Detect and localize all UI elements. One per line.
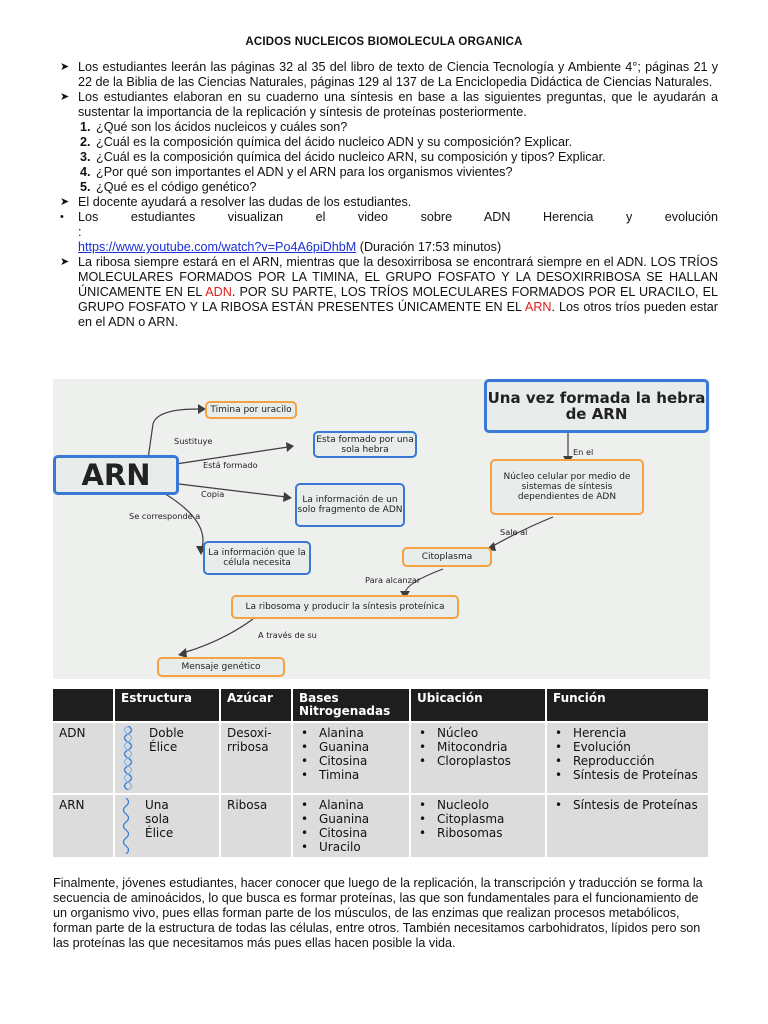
connector-a-traves xyxy=(183,619,253,653)
video-link[interactable]: https://www.youtube.com/watch?v=Po4A6piDhbM xyxy=(78,240,357,254)
instructions-list xyxy=(60,60,718,330)
location-cell: • Nucleolo • Citoplasma • Ribosomas xyxy=(410,794,546,857)
label-esta-formado: Está formado xyxy=(203,460,258,470)
arrow-bullet-icon: ➤ xyxy=(60,91,70,103)
bullet-reading xyxy=(60,60,718,90)
label-en-el: En el xyxy=(573,447,594,457)
table-header-cell: Azúcar xyxy=(220,689,292,722)
bullet-text: El docente ayudará a resolver las dudas de los estudiantes. xyxy=(78,195,412,209)
bullet-synthesis xyxy=(60,90,718,120)
bullet-text: Los estudiantes leerán las páginas 32 al 35 del libro de texto de Ciencia Tecnología y Ambiente 4°; páginas 21 y 22 de la Biblia de las Ciencias Naturales, páginas 129 al 137 de La Enciclopedia Didáctica de Ciencias Naturales. xyxy=(78,60,718,89)
question-item: 2. ¿Cuál es la composición química del ácido nucleico ADN y su composición? Explicar. xyxy=(80,135,572,149)
arrow-head-icon xyxy=(286,442,294,452)
table-header-row xyxy=(53,689,709,722)
function-cell: • Herencia • Evolución • Reproducción • Síntesis de Proteínas xyxy=(546,722,709,794)
video-duration: (Duración 17:53 minutos) xyxy=(356,240,502,254)
label-copia: Copia xyxy=(201,489,225,499)
question-item: 4. ¿Por qué son importantes el ADN y el ARN para los organismos vivientes? xyxy=(80,165,513,179)
structure-cell: Doble Élice xyxy=(114,722,220,794)
table-header-cell xyxy=(53,689,114,722)
una-vez-node: Una vez formada la hebra de ARN xyxy=(484,379,709,433)
page-title: ACIDOS NUCLEICOS BIOMOLECULA ORGANICA xyxy=(245,36,523,48)
comparison-table xyxy=(53,689,710,857)
arrow-bullet-icon: ➤ xyxy=(60,256,70,268)
arrow-bullet-icon: ➤ xyxy=(60,196,70,208)
sugar-cell: Desoxi-rribosa xyxy=(220,722,292,794)
table-header-cell: Bases Nitrogenadas xyxy=(292,689,410,722)
table-row xyxy=(53,794,709,857)
citoplasma-node: Citoplasma xyxy=(402,547,492,567)
celula-node: La información que la célula necesita xyxy=(203,541,311,575)
sugar-cell: Ribosa xyxy=(220,794,292,857)
bullet-text: Los estudiantes visualizan el video sobre ADN Herencia y evolución : xyxy=(78,210,718,239)
double-helix-icon xyxy=(121,726,135,790)
question-item: 3. ¿Cuál es la composición química del ácido nucleico ARN, su composición y tipos? Explicar. xyxy=(80,150,606,164)
table-row xyxy=(53,722,709,794)
arn-node: ARN xyxy=(53,455,179,495)
table-header-cell: Ubicación xyxy=(410,689,546,722)
adn-highlight: ADN xyxy=(205,285,232,299)
question-item: 1. ¿Qué son los ácidos nucleicos y cuáles son? xyxy=(80,120,348,134)
label-sale-al: Sale al xyxy=(500,527,528,537)
row-name: ARN xyxy=(53,794,114,857)
arrow-bullet-icon: ➤ xyxy=(60,61,70,73)
arrow-bullet-icon: • xyxy=(60,211,64,223)
location-cell: • Núcleo • Mitocondria • Cloroplastos xyxy=(410,722,546,794)
bases-cell: • Alanina • Guanina • Citosina • Timina xyxy=(292,722,410,794)
nucleo-node: Núcleo celular por medio de sistemas de síntesis dependientes de ADN xyxy=(490,459,644,515)
bullet-ribosa: ➤ La ribosa siempre estará en el ARN, mientras que la desoxirribosa se encontrará siempre en el ADN. LOS TRÍOS MOLECULARES FORMADOS POR LA TIMINA, EL GRUPO FOSFATO Y LA DESOXIRRIBOSA SE HALLAN ÚNICAMENTE EN EL ADN. POR SU PARTE, LOS TRÍOS MOLECULARES FORMADOS POR EL URACILO, EL GRUPO FOSFATO Y LA RIBOSA ESTÁN PRESENTES ÚNICAMENTE EN EL ARN. Los otros tríos pueden estar en el ADN o ARN. xyxy=(60,255,719,329)
connector-sustituye xyxy=(148,409,198,459)
row-name: ADN xyxy=(53,722,114,794)
ribosoma-node: La ribosoma y producir la síntesis proteínica xyxy=(231,595,459,619)
label-sustituye: Sustituye xyxy=(174,436,213,446)
label-a-traves: A través de su xyxy=(258,630,317,640)
connector-copia xyxy=(179,484,286,497)
label-para-alcanzar: Para alcanzar xyxy=(365,575,421,585)
table-header-cell: Función xyxy=(546,689,709,722)
label-corresponde: Se corresponde a xyxy=(129,511,201,521)
timina-node: Timina por uracilo xyxy=(205,401,297,419)
arn-concept-map xyxy=(53,379,710,679)
informacion-node: La información de un solo fragmento de ADN xyxy=(295,483,405,527)
mensaje-node: Mensaje genético xyxy=(157,657,285,677)
bullet-video xyxy=(60,210,718,255)
structure-cell: Una sola Élice xyxy=(114,794,220,857)
arrow-head-icon xyxy=(283,492,292,502)
bases-cell: • Alanina • Guanina • Citosina • Uracilo xyxy=(292,794,410,857)
bullet-text: Los estudiantes elaboran en su cuaderno una síntesis en base a las siguientes preguntas, que le ayudarán a sustentar la importancia de la replicación y síntesis de proteínas posteriormente. xyxy=(78,90,718,119)
closing-paragraph: Finalmente, jóvenes estudiantes, hacer conocer que luego de la replicación, la transcripción y traducción se forma la secuencia de aminoácidos, lo que busca es formar proteínas, las que son fundamentales para el funcionamiento de un organismo vivo, pues ellas forman parte de los músculos, de las enzimas que realizan procesos metabólicos, forman parte de la estructura de todas las células, entre otros. También necesitamos carbohidratos, lípidos pero son las proteínas las que necesitamos más pues ellas hacen posible la vida. xyxy=(53,876,703,950)
function-cell: • Síntesis de Proteínas xyxy=(546,794,709,857)
arn-highlight: ARN xyxy=(524,300,552,314)
single-helix-icon xyxy=(121,798,131,854)
bullet-teacher xyxy=(60,195,718,210)
question-item: 5. ¿Qué es el código genético? xyxy=(80,180,257,194)
questions-list xyxy=(60,120,718,195)
sola-hebra-node: Esta formado por una sola hebra xyxy=(313,431,417,458)
table-header-cell: Estructura xyxy=(114,689,220,722)
